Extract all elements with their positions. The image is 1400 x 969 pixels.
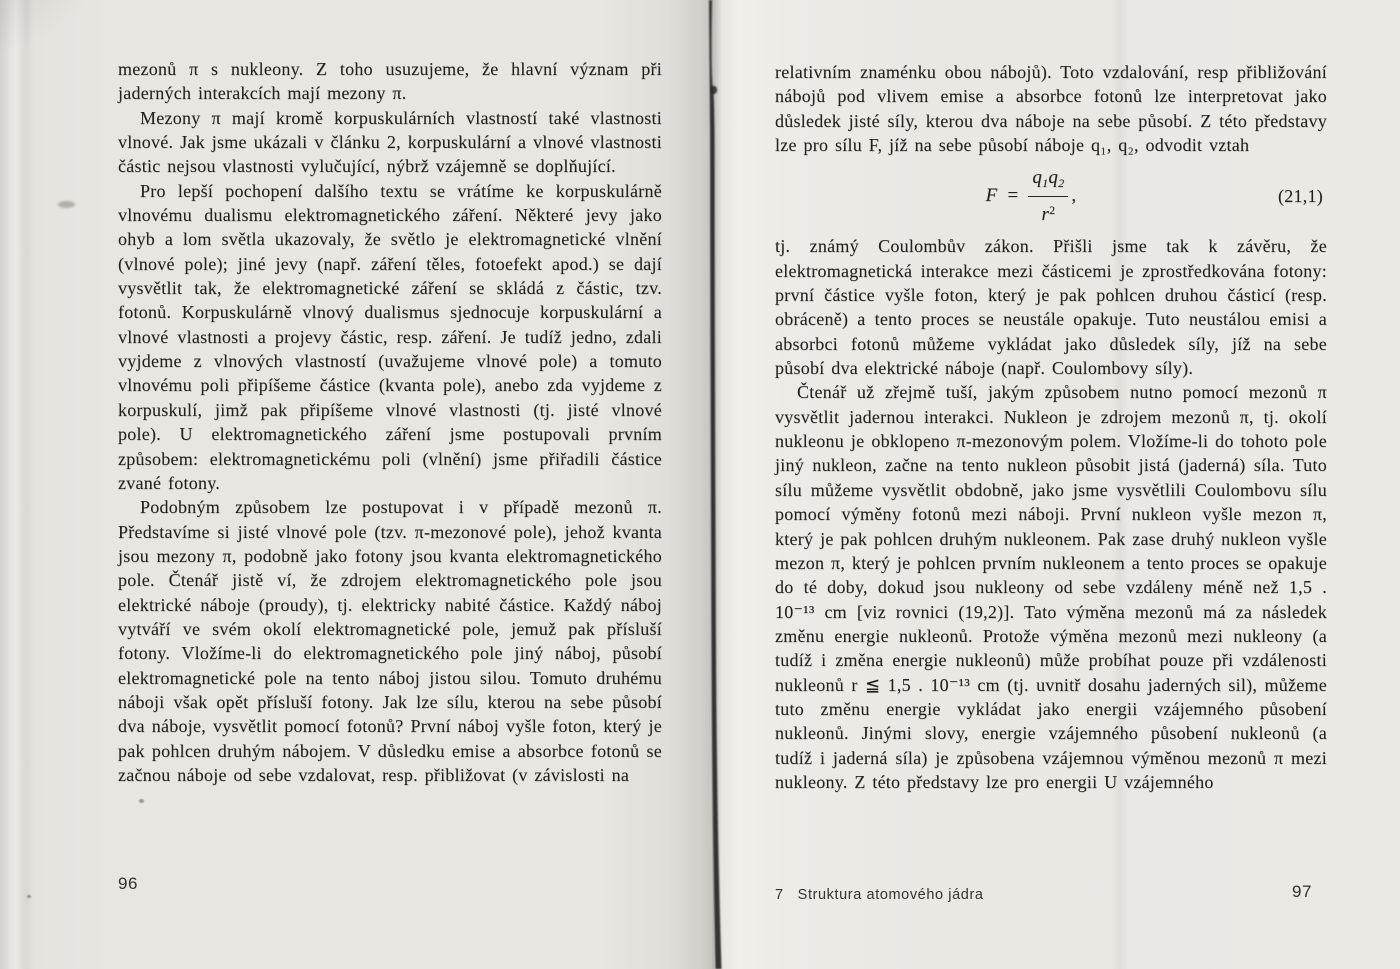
left-page-text xyxy=(118,57,662,787)
page-number-left: 96 xyxy=(118,874,138,893)
footer-signature xyxy=(775,887,984,903)
paper-smudge xyxy=(58,201,75,208)
fraction-denominator: $r^2$ xyxy=(1041,202,1056,225)
fraction-numerator: $q_1q_2$ xyxy=(1028,166,1068,197)
equation-21-1 xyxy=(775,166,1327,225)
paper-speck xyxy=(139,799,144,803)
page-number-right: 97 xyxy=(1292,882,1312,901)
paper-speck xyxy=(27,895,31,898)
right-page xyxy=(712,0,1400,969)
equation-label: (21,1) xyxy=(1278,186,1323,207)
paragraph: tj. známý Coulombův zákon. Přišli jsme tak k závěru, že elektromagnetická interakce mezi částicemi je zprostředkována fotony: první částice vyšle foton, který je pak pohlcen druhou částicí (resp. obráceně) a tento proces se neustále opakuje. Tuto neustálou emisi a absorbci fotonů můžeme vykládat jako důsledek síly, jíž na sebe působí dva elektrické náboje (např. Coulombovy síly). xyxy=(775,236,1327,379)
equation-body xyxy=(986,166,1077,228)
equation-comma: , xyxy=(1071,185,1077,207)
paragraph: Podobným způsobem lze postupovat i v případě mezonů π. Představíme si jisté vlnové pole (tzv. π-mezonové pole), jehož kvanta jsou mezony π, podobně jako fotony jsou kvanta elektromagnetického pole. Čtenář jistě ví, že zdrojem elektromagnetického pole jsou elektrické náboje (proudy), tj. elektricky nabité částice. Každý náboj vytváří ve svém okolí elektromagnetické pole, jemuž pak přísluší fotony. Vložíme-li do elektromagnetického pole jiný náboj, působí elektromagnetické pole na tento náboj jistou silou. Tomuto druhému náboji však opět přísluší fotony. Jak lze sílu, kterou na sebe působí dva náboje, vysvětlit pomocí fotonů? První náboj vyšle foton, který je pak pohlcen druhým nábojem. V důsledku emise a absorbce fotonů se začnou náboje od sebe vzdalovat, resp. přibližovat (v závislosti na xyxy=(118,497,662,785)
equation-fraction xyxy=(1028,166,1068,228)
paragraph: Mezony π mají kromě korpuskulárních vlastností také vlastnosti vlnové. Jak jsme ukázali v článku 2, korpuskulární a vlnové vlastnosti částic nejsou vlastnosti vylučující, nýbrž vzájemně se doplňující. xyxy=(118,107,662,177)
paragraph: Čtenář už zřejmě tuší, jakým způsobem nutno pomocí mezonů π vysvětlit jadernou interakci. Nukleon je zdrojem mezonů π, tj. okolí nukleonu je obklopeno π-mezonovým polem. Vložíme-li do tohoto pole jiný nukleon, začne na tento nukleon působit jistá (jaderná) síla. Tuto sílu můžeme vysvětlit obdobně, jako jsme vysvětlili Coulombovu sílu pomocí výměny fotonů mezi náboji. První nukleon vyšle mezon π, který je pak pohlcen druhým nukleonem. Pak zase druhý nukleon vyšle mezon π, který je pohlcen prvním nukleonem a tento proces se opakuje do té doby, dokud jsou nukleony od sebe vzdáleny méně než 1,5 . 10⁻¹³ cm [viz rovnici (19,2)]. Tato výměna mezonů má za následek změnu energie nukleonů. Protože výměna mezonů mezi nukleony (a tudíž i změna energie nukleonů) může probíhat pouze při vzdálenosti nukleonů r ≦ 1,5 . 10⁻¹³ cm (tj. uvnitř dosahu jaderných sil), můžeme tuto změnu energie vykládat jako energii vzájemného působení nukleonů. Jinými slovy, energie vzájemného působení nukleonů (a tudíž i jaderná síla) je způsobena vzájemnou výměnou mezonů π mezi nukleony. Z této představy lze pro energii U vzájemného xyxy=(775,382,1327,792)
equals-sign: = xyxy=(1007,185,1019,207)
equation-lhs: F xyxy=(985,185,998,207)
paragraph: Pro lepší pochopení dalšího textu se vrátíme ke korpuskulárně vlnovému dualismu elektromagnetického záření. Některé jevy jako ohyb a lom světla ukazovaly, že světlo je elektromagnetické vlnění (vlnové pole); jiné jevy (např. záření těles, fotoefekt apod.) se dají vysvětlit tak, že elektromagnetické záření se skládá z částic, tzv. fotonů. Korpuskulárně vlnový dualismus sjednocuje korpuskulární a vlnové vlastnosti a projevy částic, resp. záření. Je tudíž jedno, zdali vyjdeme z vlnových vlastností (uvažujeme vlnové pole) a tomuto vlnovému poli připíšeme částice (kvanta pole), anebo zda vyjdeme z korpuskulí, jimž pak připíšeme vlnové vlastnosti (tj. jisté vlnové pole). U elektromagnetického záření jsme postupovali prvním způsobem: elektromagnetickému poli (vlnění) jsme přiřadili částice zvané fotony. xyxy=(118,180,662,493)
right-page-text xyxy=(775,60,1327,794)
paragraph: relativním znaménku obou nábojů). Toto vzdalování, resp přibližování nábojů pod vlivem emise a absorbce fotonů lze interpretovat jako důsledek jisté síly, kterou dva náboje na sebe působí. Z této představy lze pro sílu F, jíž na sebe působí náboje q₁, q₂, odvodit vztah xyxy=(775,62,1327,156)
signature-text: Struktura atomového jádra xyxy=(797,887,984,903)
paragraph: mezonů π s nukleony. Z toho usuzujeme, že hlavní význam při jaderných interakcích mají mezony π. xyxy=(118,59,662,104)
signature-number: 7 xyxy=(775,887,784,903)
